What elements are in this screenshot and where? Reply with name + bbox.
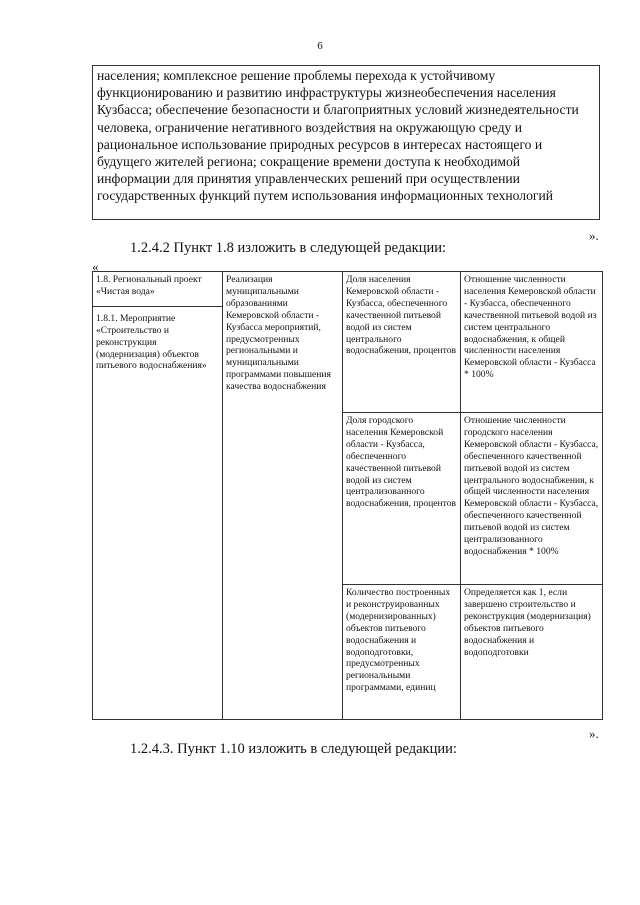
page-number: 6 (317, 40, 323, 52)
project-title: 1.8. Региональный проект «Чистая вода» (96, 274, 202, 297)
closing-quote-2: ». (589, 726, 599, 741)
closing-quote-1: ». (589, 228, 599, 243)
method-cell: Отношение численности населения Кемеровской области - Кузбасса, обеспеченного качественной питьевой водой из систем центрального водоснабжения, к общей численности населения Кемеровской области - Кузбасса * 100% (461, 272, 603, 413)
indicators-table (92, 271, 603, 720)
method-cell: Определяется как 1, если завершено строительство и реконструкция (модернизация) объектов питьевого водоснабжения и водоподготовки (461, 585, 603, 720)
event-title: 1.8.1. Мероприятие «Строительство и реконструкция (модернизация) объектов питьевого водоснабжения» (93, 306, 222, 373)
intro-text-box: населения; комплексное решение проблемы перехода к устойчивому функционированию и развитию инфраструктуры жизнеобеспечения населения Кузбасса; обеспечение безопасности и благоприятных условий жизнедеятельности человека, ограничение негативного воздействия на окружающую среду и рациональное использование природных ресурсов в интересах настоящего и будущего жителей региона; сокращение времени доступа к необходимой информации для принятия управленческих решений при осуществлении государственных функций путем использования информационных технологий (92, 65, 600, 220)
opening-quote: « (92, 259, 99, 274)
implementation-cell: Реализация муниципальными образованиями Кемеровской области - Кузбасса мероприятий, предусмотренных региональными и муниципальными программами повышения качества водоснабжения (223, 272, 343, 720)
indicator-cell: Доля городского населения Кемеровской области - Кузбасса, обеспеченного качественной питьевой водой из систем централизованного водоснабжения, процентов (343, 413, 461, 585)
project-cell (93, 272, 223, 720)
heading-item-1-8: 1.2.4.2 Пункт 1.8 изложить в следующей редакции: (130, 240, 447, 256)
heading-item-1-10: 1.2.4.3. Пункт 1.10 изложить в следующей редакции: (130, 741, 457, 757)
indicator-cell: Количество построенных и реконструированных (модернизированных) объектов питьевого водоснабжения и водоподготовки, предусмотренных региональными программами, единиц (343, 585, 461, 720)
table-row (93, 272, 603, 413)
method-cell: Отношение численности городского населения Кемеровской области - Кузбасса, обеспеченного качественной питьевой водой из систем центрального водоснабжения, к общей численности населения Кемеровской области - Кузбасса, обеспеченного качественной питьевой водой из систем централизованного водоснабжения * 100% (461, 413, 603, 585)
indicator-cell: Доля населения Кемеровской области - Кузбасса, обеспеченного качественной питьевой водой из систем центрального водоснабжения, процентов (343, 272, 461, 413)
